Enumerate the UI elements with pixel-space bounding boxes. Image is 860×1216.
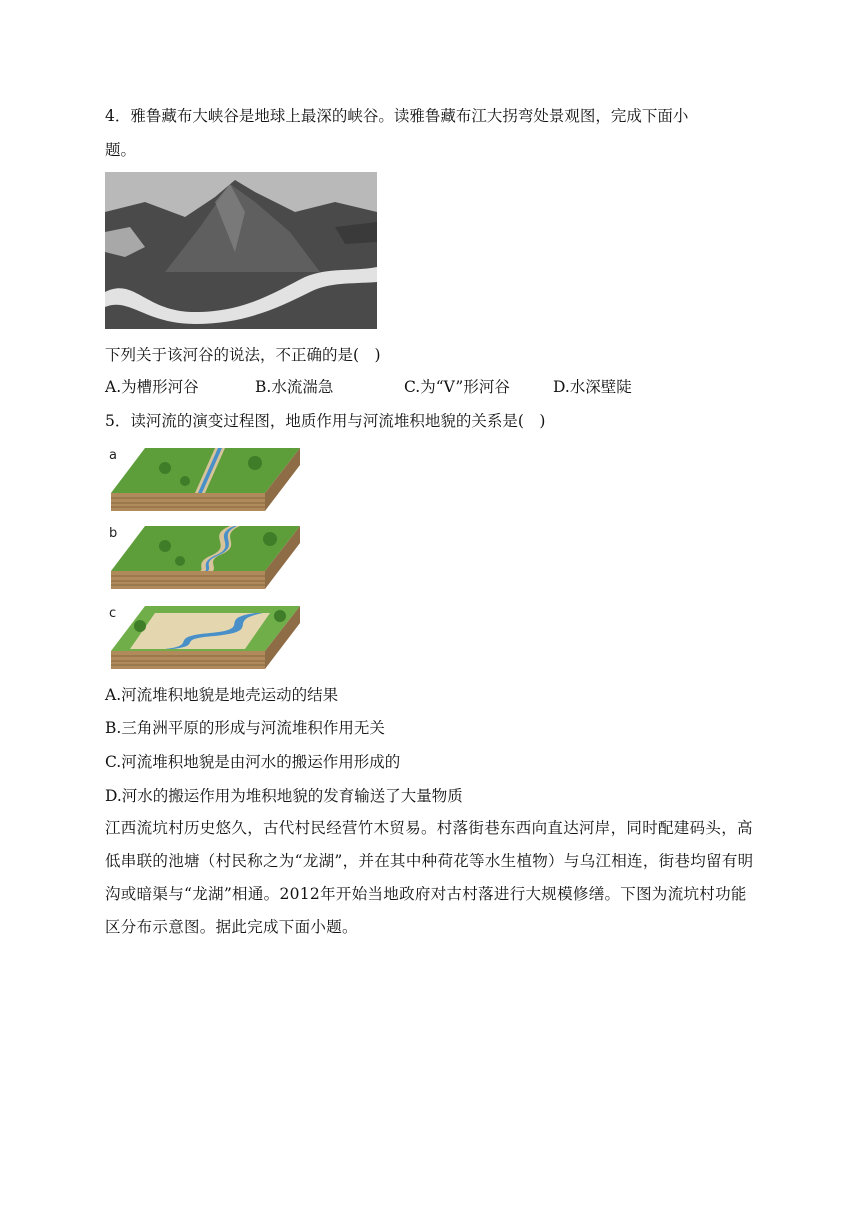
q5-option-a[interactable]: A.河流堆积地貌是地壳运动的结果 bbox=[105, 686, 339, 704]
q4-option-d[interactable]: D.水深壁陡 bbox=[553, 378, 632, 396]
q4-option-c[interactable]: C.为“V”形河谷 bbox=[404, 378, 510, 396]
q4-stem-line2: 题。 bbox=[105, 141, 137, 159]
panel-label-c: c bbox=[109, 606, 117, 621]
canyon-photo bbox=[105, 172, 377, 329]
q5-option-d[interactable]: D.河水的搬运作用为堆积地貌的发育输送了大量物质 bbox=[105, 787, 463, 805]
panel-c bbox=[109, 606, 300, 669]
q4-question: 下列关于该河谷的说法，不正确的是( ) bbox=[105, 346, 381, 364]
river-evolution-diagram bbox=[105, 443, 305, 675]
q5-stem: 5．读河流的演变过程图，地质作用与河流堆积地貌的关系是( ) bbox=[105, 412, 546, 430]
q4-option-b[interactable]: B.水流湍急 bbox=[255, 378, 334, 396]
passage-text: 江西流坑村历史悠久，古代村民经营竹木贸易。村落街巷东西向直达河岸，同时配建码头，高低串联的池塘（村民称之为“龙湖”，并在其中种荷花等水生植物）与乌江相连，街巷均留有明沟或暗渠与“龙湖”相通。2012年开始当地政府对古村落进行大规模修缮。下图为流坑村功能区分布示意图。据此完成下面小题。 bbox=[105, 819, 754, 936]
panel-b bbox=[109, 526, 300, 589]
q4-option-a[interactable]: A.为槽形河谷 bbox=[105, 378, 199, 396]
panel-a bbox=[109, 448, 300, 511]
q5-option-b[interactable]: B.三角洲平原的形成与河流堆积作用无关 bbox=[105, 719, 385, 737]
q4-stem-line1: 4．雅鲁藏布大峡谷是地球上最深的峡谷。读雅鲁藏布江大拐弯处景观图，完成下面小 bbox=[105, 107, 689, 125]
panel-label-a: a bbox=[109, 448, 117, 463]
q5-option-c[interactable]: C.河流堆积地貌是由河水的搬运作用形成的 bbox=[105, 753, 401, 771]
panel-label-b: b bbox=[109, 526, 118, 541]
